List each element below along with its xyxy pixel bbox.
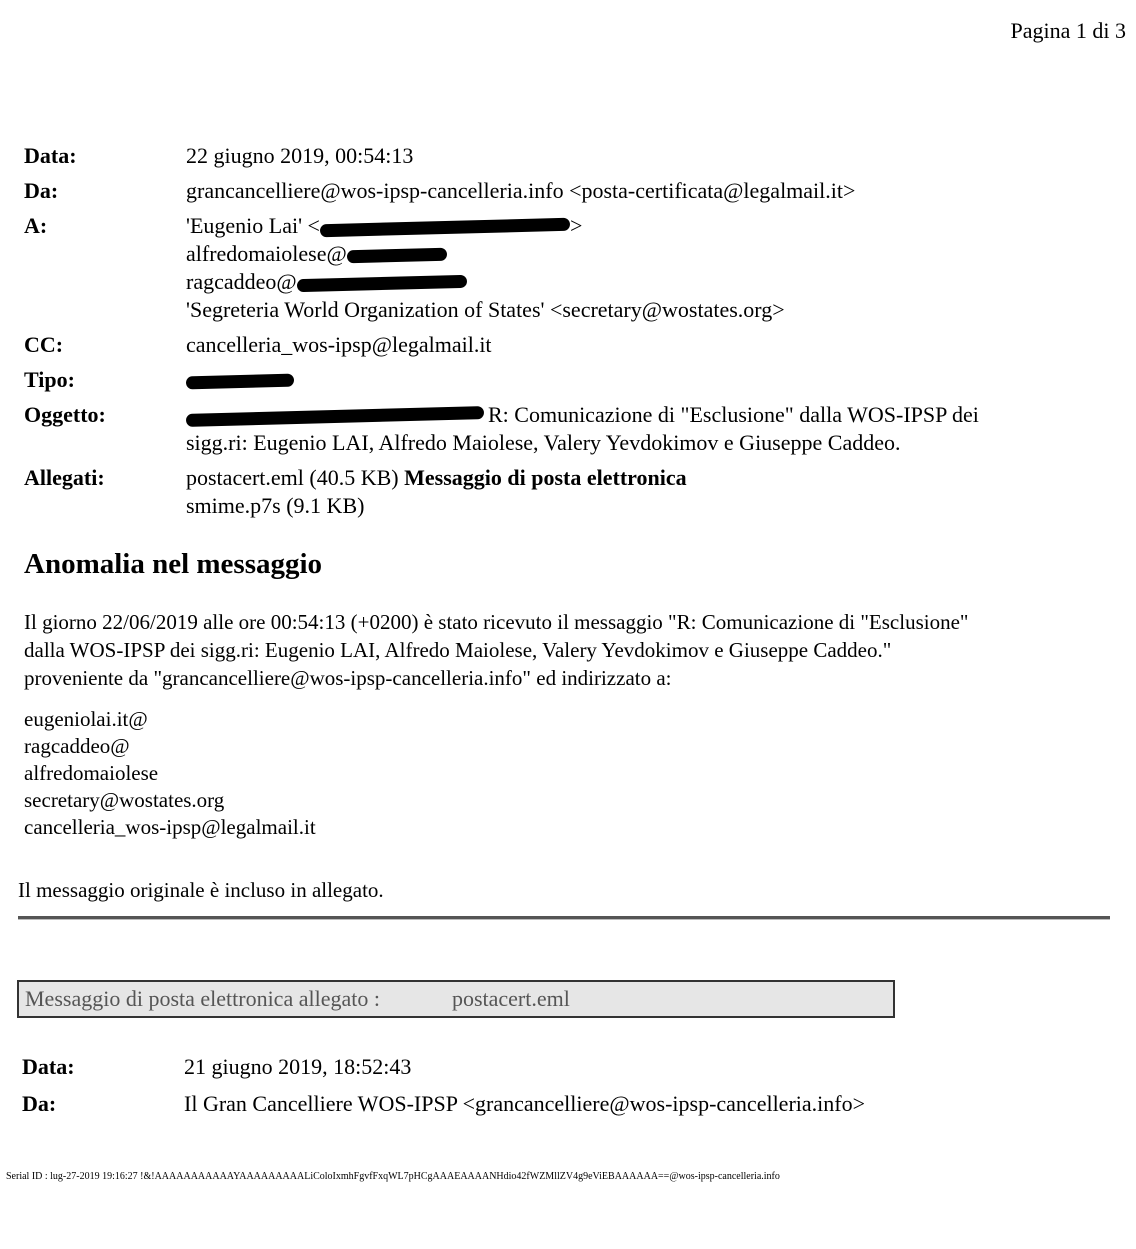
attachment-name[interactable]: postacert.eml (40.5 KB) xyxy=(186,465,399,490)
anomaly-paragraph xyxy=(24,608,1114,692)
list-item: ragcaddeo@ xyxy=(24,734,130,758)
a-label: A: xyxy=(24,213,48,238)
list-item: cancelleria_wos-ipsp@legalmail.it xyxy=(24,815,316,839)
redaction-mark xyxy=(186,407,484,428)
header-row-data xyxy=(24,142,1114,170)
anomaly-title: Anomalia nel messaggio xyxy=(24,548,323,580)
attachment-description: Messaggio di posta elettronica xyxy=(404,465,687,490)
subject-text: R: Comunicazione di "Esclusione" dalla WOS-IPSP dei xyxy=(488,402,979,427)
recipient-text: > xyxy=(569,213,583,238)
header-row-allegati xyxy=(24,464,1114,520)
allegati-label: Allegati: xyxy=(24,465,105,490)
anomaly-line: proveniente da "grancancelliere@wos-ipsp-cancelleria.info" ed indirizzato a: xyxy=(24,666,672,690)
subject-line xyxy=(186,401,1114,429)
tipo-label: Tipo: xyxy=(24,367,75,392)
subject-line: sigg.ri: Eugenio LAI, Alfredo Maiolese, Valery Yevdokimov e Giuseppe Caddeo. xyxy=(186,430,901,455)
attachment-line[interactable]: smime.p7s (9.1 KB) xyxy=(186,493,365,518)
da-label: Da: xyxy=(24,178,59,203)
attached-message-label: Messaggio di posta elettronica allegato : xyxy=(25,986,380,1011)
recipient-text: alfredomaiolese@ xyxy=(186,241,347,266)
attachment-line xyxy=(186,464,1114,492)
recipient-text: ragcaddeo@ xyxy=(186,269,297,294)
da-value: Il Gran Cancelliere WOS-IPSP <grancancelliere@wos-ipsp-cancelleria.info> xyxy=(184,1091,865,1116)
list-item: alfredomaiolese xyxy=(24,761,159,785)
header-row-data xyxy=(22,1052,1112,1082)
redaction-mark xyxy=(320,218,570,238)
header-row-oggetto xyxy=(24,401,1114,457)
allegati-value xyxy=(186,464,1114,520)
da-value: grancancelliere@wos-ipsp-cancelleria.info <posta-certificata@legalmail.it> xyxy=(186,178,856,203)
divider xyxy=(18,916,1110,920)
header-row-a xyxy=(24,212,1114,324)
redaction-mark xyxy=(186,374,294,390)
recipient-text: 'Eugenio Lai' < xyxy=(186,213,320,238)
data-value: 21 giugno 2019, 18:52:43 xyxy=(184,1054,412,1079)
attached-message-box[interactable] xyxy=(17,980,895,1018)
recipient-list xyxy=(24,706,316,841)
oggetto-value xyxy=(186,401,1114,457)
cc-value: cancelleria_wos-ipsp@legalmail.it xyxy=(186,332,492,357)
header-row-da xyxy=(24,177,1114,205)
recipient-line xyxy=(186,240,1114,268)
list-item: secretary@wostates.org xyxy=(24,788,225,812)
attachment-note: Il messaggio originale è incluso in allegato. xyxy=(18,878,384,902)
message-header xyxy=(24,142,1114,527)
header-row-cc xyxy=(24,331,1114,359)
tipo-value xyxy=(186,366,1114,394)
data-value: 22 giugno 2019, 00:54:13 xyxy=(186,143,414,168)
attached-message-filename[interactable]: postacert.eml xyxy=(451,986,570,1011)
a-value xyxy=(186,212,1114,324)
oggetto-label: Oggetto: xyxy=(24,402,106,427)
data-label: Data: xyxy=(22,1054,75,1079)
header-row-tipo xyxy=(24,366,1114,394)
da-label: Da: xyxy=(22,1091,57,1116)
header-row-da xyxy=(22,1089,1112,1119)
anomaly-line: dalla WOS-IPSP dei sigg.ri: Eugenio LAI, Alfredo Maiolese, Valery Yevdokimov e Giuseppe Caddeo." xyxy=(24,638,892,662)
data-label: Data: xyxy=(24,143,77,168)
recipient-line xyxy=(186,268,1114,296)
original-message-header xyxy=(22,1052,1112,1126)
cc-label: CC: xyxy=(24,332,64,357)
page-number: Pagina 1 di 3 xyxy=(1010,18,1126,43)
recipient-line: 'Segreteria World Organization of States' <secretary@wostates.org> xyxy=(186,297,785,322)
serial-id: Serial ID : lug-27-2019 19:16:27 !&!AAAAAAAAAAAYAAAAAAAAALiColoIxmhFgvfFxqWL7pHCgAAAEAAAANHdio42fWZMllZV4g9eViEBAAAAAA==@wos-ipsp-cancelleria.info xyxy=(6,1171,780,1182)
list-item: eugeniolai.it@ xyxy=(24,707,148,731)
redaction-mark xyxy=(347,248,447,264)
redaction-mark xyxy=(297,275,467,292)
anomaly-line: Il giorno 22/06/2019 alle ore 00:54:13 (+0200) è stato ricevuto il messaggio "R: Comunicazione di "Esclusione" xyxy=(24,610,969,634)
recipient-line xyxy=(186,212,1114,240)
